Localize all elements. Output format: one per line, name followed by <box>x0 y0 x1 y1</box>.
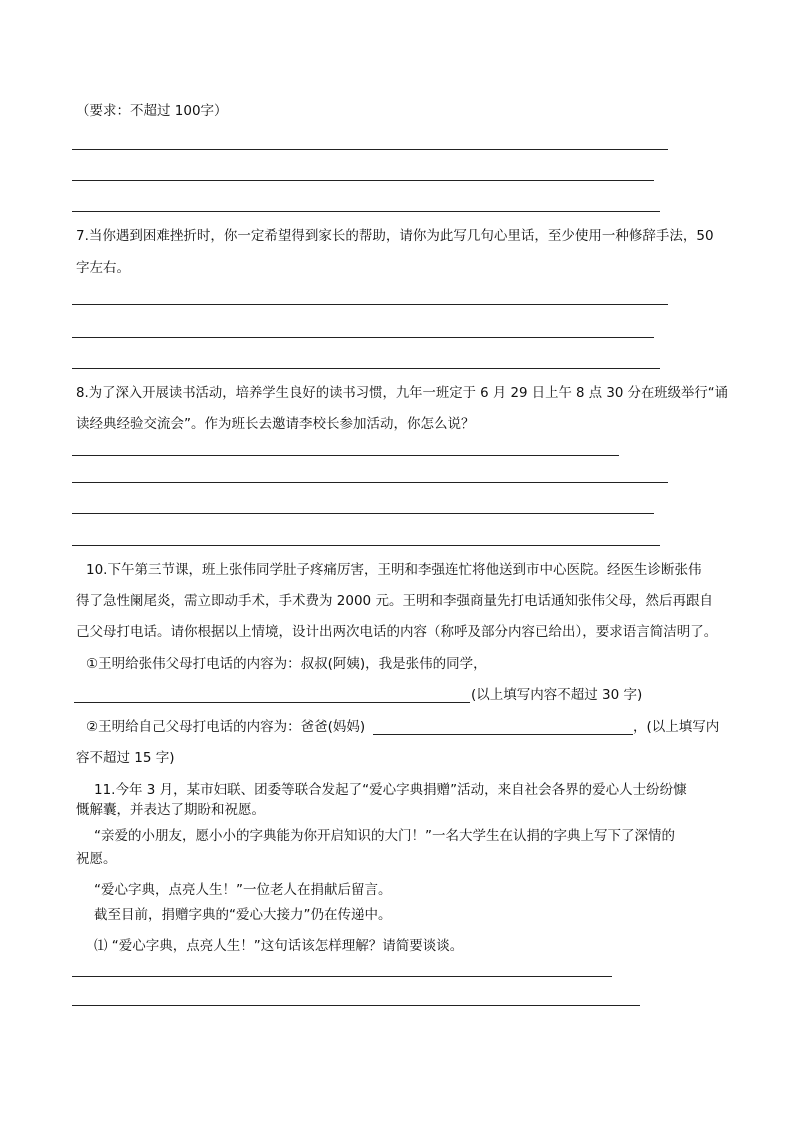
answer-line[interactable] <box>72 455 619 456</box>
question-10-sub-2-limit-cont: 容不超过 15 字) <box>76 750 175 766</box>
question-11-para-1-line-1: 11.今年 3 月，某市妇联、团委等联合发起了“爱心字典捐赠”活动，来自社会各界的爱心人士纷纷慷 <box>94 782 687 798</box>
question-11-para-1-line-2: 慨解囊，并表达了期盼和祝愿。 <box>76 802 265 818</box>
question-11-para-4: 截至目前，捐赠字典的“爱心大接力”仍在传递中。 <box>94 907 392 923</box>
question-10-line-2: 得了急性阑尾炎，需立即动手术，手术费为 2000 元。王明和李强商量先打电话通知张伟父母，然后再跟自 <box>76 593 713 609</box>
question-10-line-1: 10.下午第三节课，班上张伟同学肚子疼痛厉害，王明和李强连忙将他送到市中心医院。经医生诊断张伟 <box>86 562 702 578</box>
question-7-line-1: 7.当你遇到困难挫折时，你一定希望得到家长的帮助，请你为此写几句心里话，至少使用一种修辞手法，50 <box>76 228 714 244</box>
question-8-line-2: 读经典经验交流会”。作为班长去邀请李校长参加活动，你怎么说？ <box>76 416 475 432</box>
question-10-sub-2-limit: ，(以上填写内 <box>633 719 720 735</box>
answer-line[interactable] <box>72 337 654 338</box>
answer-line[interactable] <box>72 180 654 181</box>
question-11-para-2-line-2: 祝愿。 <box>76 851 117 867</box>
answer-line[interactable] <box>72 304 668 305</box>
answer-line[interactable] <box>72 482 668 483</box>
question-10-line-3: 己父母打电话。请你根据以上情境，设计出两次电话的内容（称呼及部分内容已给出），要求语言简洁明了。 <box>76 624 718 640</box>
word-limit-note: （要求：不超过 100字） <box>76 103 228 119</box>
answer-line[interactable] <box>72 1005 640 1006</box>
question-11-para-3: “爱心字典，点亮人生！”一位老人在捐献后留言。 <box>94 882 392 898</box>
question-10-sub-1-limit: (以上填写内容不超过 30 字) <box>471 687 643 703</box>
sub-1-blank[interactable] <box>74 702 470 703</box>
answer-line[interactable] <box>72 368 660 369</box>
question-10-sub-2-prompt: ②王明给自己父母打电话的内容为：爸爸(妈妈) <box>86 719 366 735</box>
answer-line[interactable] <box>72 545 660 546</box>
sub-2-blank[interactable] <box>373 734 633 735</box>
answer-line[interactable] <box>72 149 668 150</box>
question-8-line-1: 8.为了深入开展读书活动，培养学生良好的读书习惯，九年一班定于 6 月 29 日上午 8 点 30 分在班级举行“诵 <box>76 385 728 401</box>
answer-line[interactable] <box>72 513 654 514</box>
answer-line[interactable] <box>72 211 660 212</box>
question-11-sub-1: ⑴ “爱心字典，点亮人生！”这句话该怎样理解？请简要谈谈。 <box>94 938 464 954</box>
question-10-sub-1-prompt: ①王明给张伟父母打电话的内容为：叔叔(阿姨)，我是张伟的同学， <box>86 656 487 672</box>
answer-line[interactable] <box>72 976 612 977</box>
question-11-para-2-line-1: “亲爱的小朋友，愿小小的字典能为你开启知识的大门！”一名大学生在认捐的字典上写下了深情的 <box>94 828 675 844</box>
question-7-line-2: 字左右。 <box>76 260 130 276</box>
